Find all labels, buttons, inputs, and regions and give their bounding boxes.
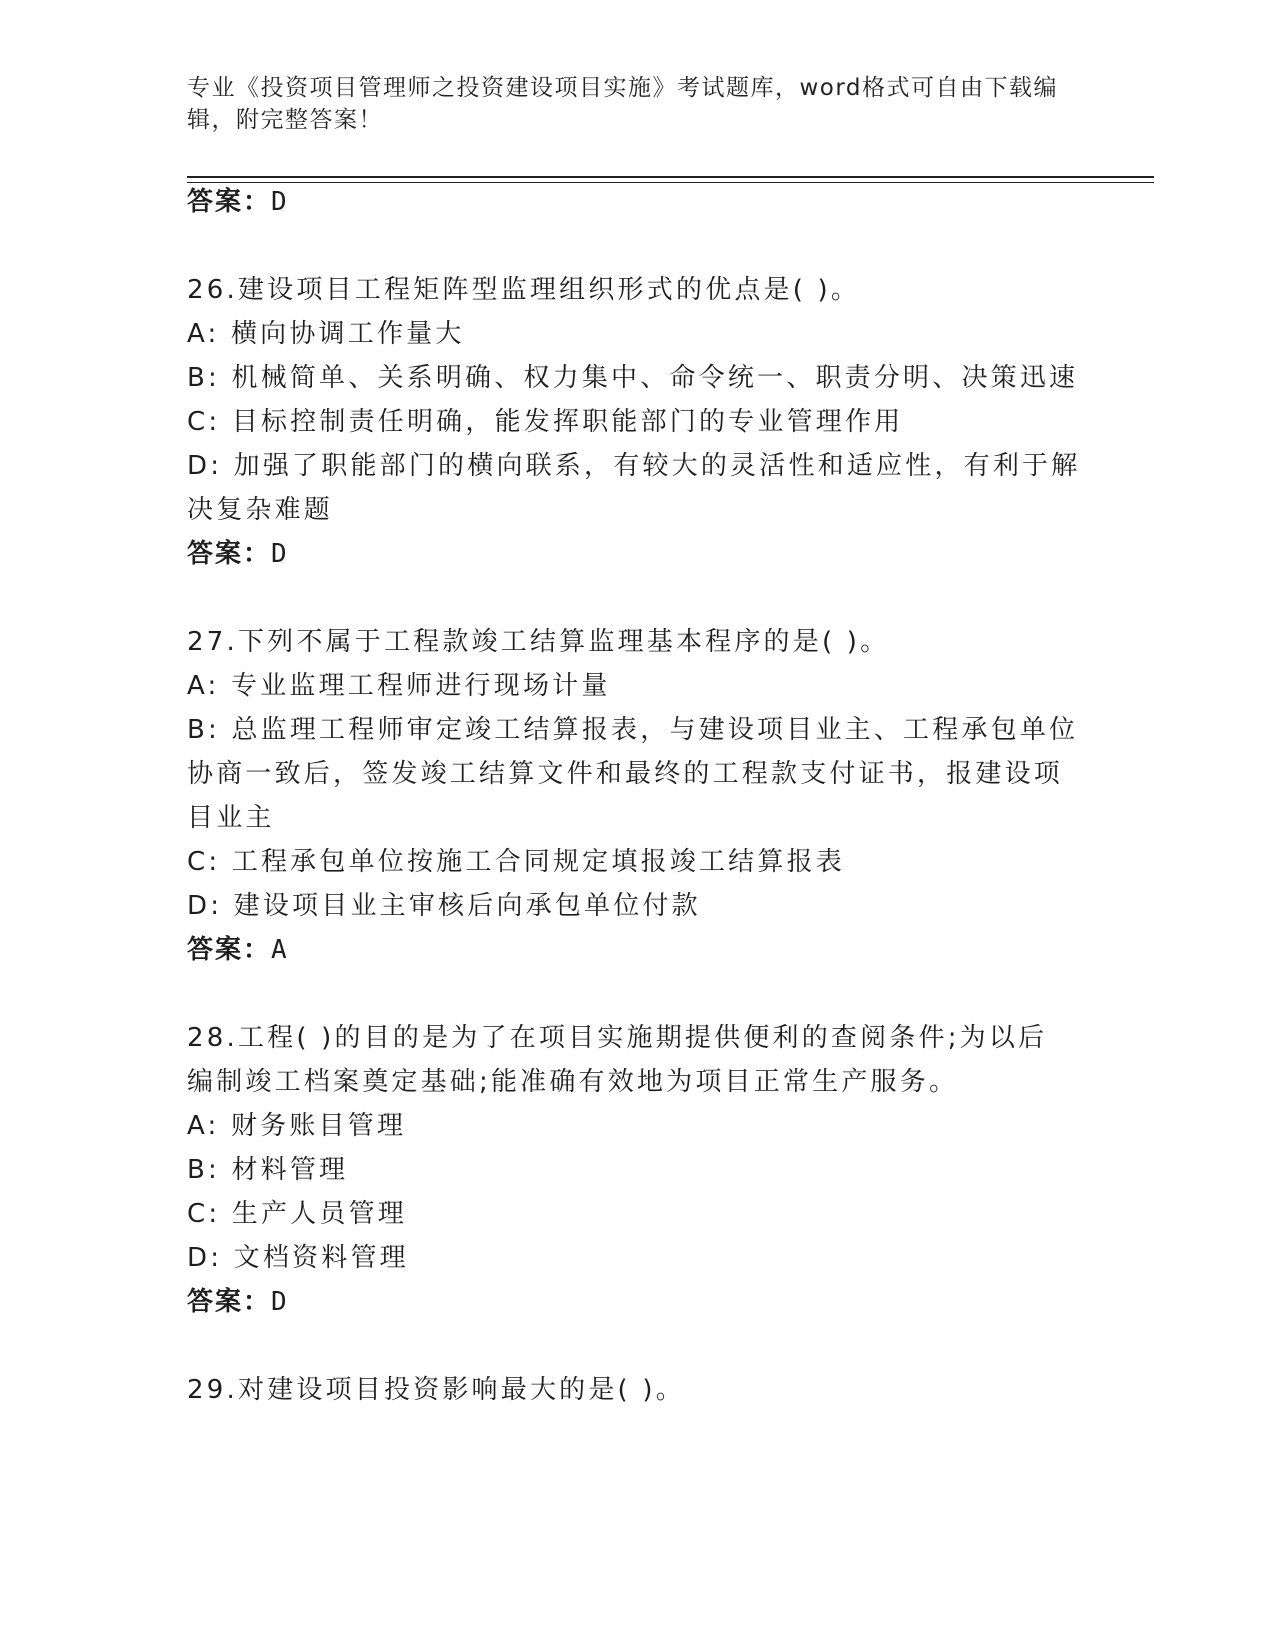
q26-option-b: B: 机械简单、关系明确、权力集中、命令统一、职责分明、决策迅速 — [187, 363, 1079, 393]
answer-label: 答案： — [187, 935, 272, 965]
q26-option-d-line2: 决复杂难题 — [187, 495, 334, 525]
q27-option-b-line1: B: 总监理工程师审定竣工结算报表，与建设项目业主、工程承包单位 — [187, 715, 1079, 745]
header-divider — [187, 176, 1154, 178]
answer-label: 答案： — [187, 539, 272, 569]
q28-option-d: D: 文档资料管理 — [187, 1243, 409, 1273]
answer-label: 答案： — [187, 1287, 272, 1317]
header-divider-thin — [187, 182, 1154, 183]
q28-option-a: A: 财务账目管理 — [187, 1111, 407, 1141]
q26-option-d-line1: D: 加强了职能部门的横向联系，有较大的灵活性和适应性，有利于解 — [187, 451, 1081, 481]
q27-stem: 27.下列不属于工程款竣工结算监理基本程序的是( )。 — [187, 627, 890, 657]
prev-answer — [187, 186, 289, 218]
answer-value: D — [271, 187, 289, 217]
q29-stem: 29.对建设项目投资影响最大的是( )。 — [187, 1375, 685, 1405]
q27-option-b-line2: 协商一致后，签发竣工结算文件和最终的工程款支付证书，报建设项 — [187, 759, 1064, 789]
answer-value: D — [271, 1287, 289, 1317]
q27-option-d: D: 建设项目业主审核后向承包单位付款 — [187, 891, 701, 921]
q27-option-b-line3: 目业主 — [187, 803, 275, 833]
q26-option-a: A: 横向协调工作量大 — [187, 319, 465, 349]
answer-value: D — [271, 539, 289, 569]
q27-option-a: A: 专业监理工程师进行现场计量 — [187, 671, 611, 701]
q28-stem-line2: 编制竣工档案奠定基础;能准确有效地为项目正常生产服务。 — [187, 1067, 959, 1097]
header-line-2: 辑，附完整答案！ — [187, 107, 383, 133]
q26-stem: 26.建设项目工程矩阵型监理组织形式的优点是( )。 — [187, 275, 861, 305]
page-header — [187, 72, 1067, 136]
q28-option-c: C: 生产人员管理 — [187, 1199, 407, 1229]
q28-stem-line1: 28.工程( )的目的是为了在项目实施期提供便利的查阅条件;为以后 — [187, 1023, 1048, 1053]
q27-answer — [187, 934, 289, 966]
q27-option-c: C: 工程承包单位按施工合同规定填报竣工结算报表 — [187, 847, 845, 877]
q28-answer — [187, 1286, 289, 1318]
answer-value: A — [271, 935, 289, 965]
q26-option-c: C: 目标控制责任明确，能发挥职能部门的专业管理作用 — [187, 407, 904, 437]
q28-option-b: B: 材料管理 — [187, 1155, 349, 1185]
q26-answer — [187, 538, 289, 570]
header-line-1: 专业《投资项目管理师之投资建设项目实施》考试题库，word格式可自由下载编 — [187, 75, 1059, 101]
answer-label: 答案： — [187, 187, 272, 217]
